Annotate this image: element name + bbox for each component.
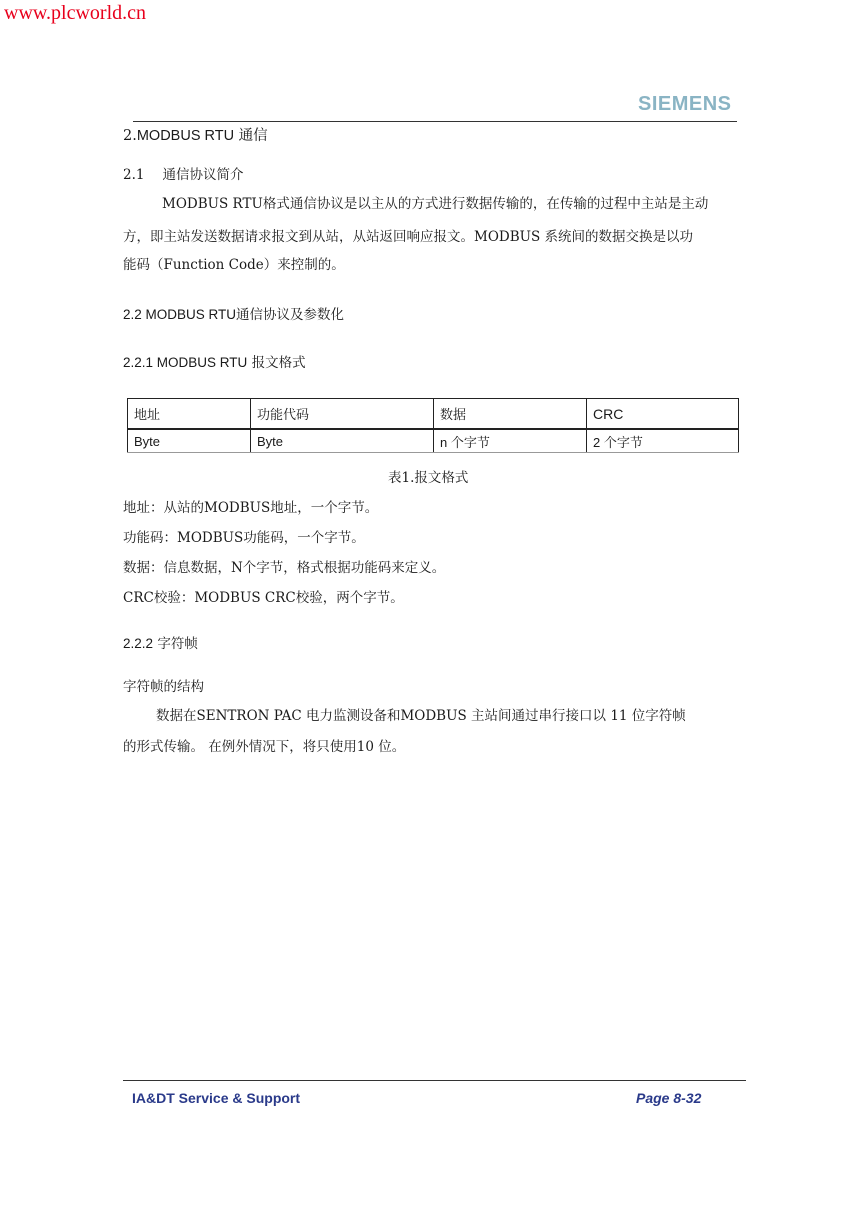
- section-number: 2.: [123, 128, 137, 144]
- table-header-cell: 数据: [434, 399, 587, 430]
- siemens-logo: SIEMENS: [638, 93, 732, 115]
- table-caption: 表1.报文格式: [388, 470, 469, 486]
- definition-line: 功能码：MODBUS功能码，一个字节。: [123, 530, 365, 546]
- subsection-2-2-heading: [123, 303, 344, 323]
- subsection-2-1-heading: [123, 163, 243, 183]
- subsection-2-1-title: 通信协议简介: [162, 167, 244, 183]
- watermark-url[interactable]: www.plcworld.cn: [4, 2, 147, 24]
- character-frame-heading: 字符帧的结构: [123, 679, 204, 695]
- section-title-cjk: 通信: [234, 128, 268, 144]
- subsection-2-2-1-latin: 2.2.1 MODBUS RTU: [123, 355, 248, 370]
- table-cell: n 个字节: [434, 429, 587, 453]
- message-format-table: [127, 398, 739, 453]
- definition-line: 地址：从站的MODBUS地址，一个字节。: [123, 500, 379, 516]
- table-cell: 2 个字节: [587, 429, 739, 453]
- table-header-cell: 功能代码: [251, 399, 434, 430]
- subsection-2-2-2-cjk: 字符帧: [153, 636, 198, 652]
- subsection-2-2-latin: 2.2 MODBUS RTU: [123, 307, 237, 322]
- table-cell: Byte: [128, 429, 251, 453]
- subsection-2-2-cjk: 通信协议及参数化: [236, 307, 345, 323]
- footer-left-text: IA&DT Service & Support: [132, 1090, 301, 1106]
- footer-rule: [123, 1080, 746, 1081]
- intro-paragraph-line: MODBUS RTU格式通信协议是以主从的方式进行数据传输的，在传输的过程中主站是主动: [162, 196, 709, 212]
- table-header-cell: 地址: [128, 399, 251, 430]
- intro-paragraph-line: 方，即主站发送数据请求报文到从站，从站返回响应报文。MODBUS 系统间的数据交换是以功: [123, 229, 694, 245]
- definition-line: 数据：信息数据，N个字节，格式根据功能码来定义。: [123, 560, 446, 576]
- subsection-2-2-2-heading: [123, 632, 198, 652]
- character-frame-line: 数据在SENTRON PAC 电力监测设备和MODBUS 主站间通过串行接口以 11 位字符帧: [156, 708, 686, 724]
- table-header-cell: CRC: [587, 399, 739, 430]
- table-row: [128, 429, 739, 453]
- table-cell: Byte: [251, 429, 434, 453]
- subsection-2-2-2-latin: 2.2.2: [123, 636, 154, 651]
- table-header-row: [128, 399, 739, 430]
- subsection-2-2-1-heading: [123, 351, 306, 371]
- subsection-2-1-number: 2.1: [123, 167, 145, 183]
- intro-paragraph-line: 能码（Function Code）来控制的。: [123, 257, 345, 273]
- section-title-latin: MODBUS RTU: [136, 128, 235, 144]
- section-heading: [123, 124, 268, 145]
- subsection-2-2-1-cjk: 报文格式: [247, 355, 306, 371]
- header-rule: [133, 121, 737, 122]
- definition-line: CRC校验：MODBUS CRC校验，两个字节。: [123, 590, 404, 606]
- character-frame-line: 的形式传输。 在例外情况下，将只使用10 位。: [123, 739, 406, 755]
- page-number: Page 8-32: [636, 1090, 702, 1106]
